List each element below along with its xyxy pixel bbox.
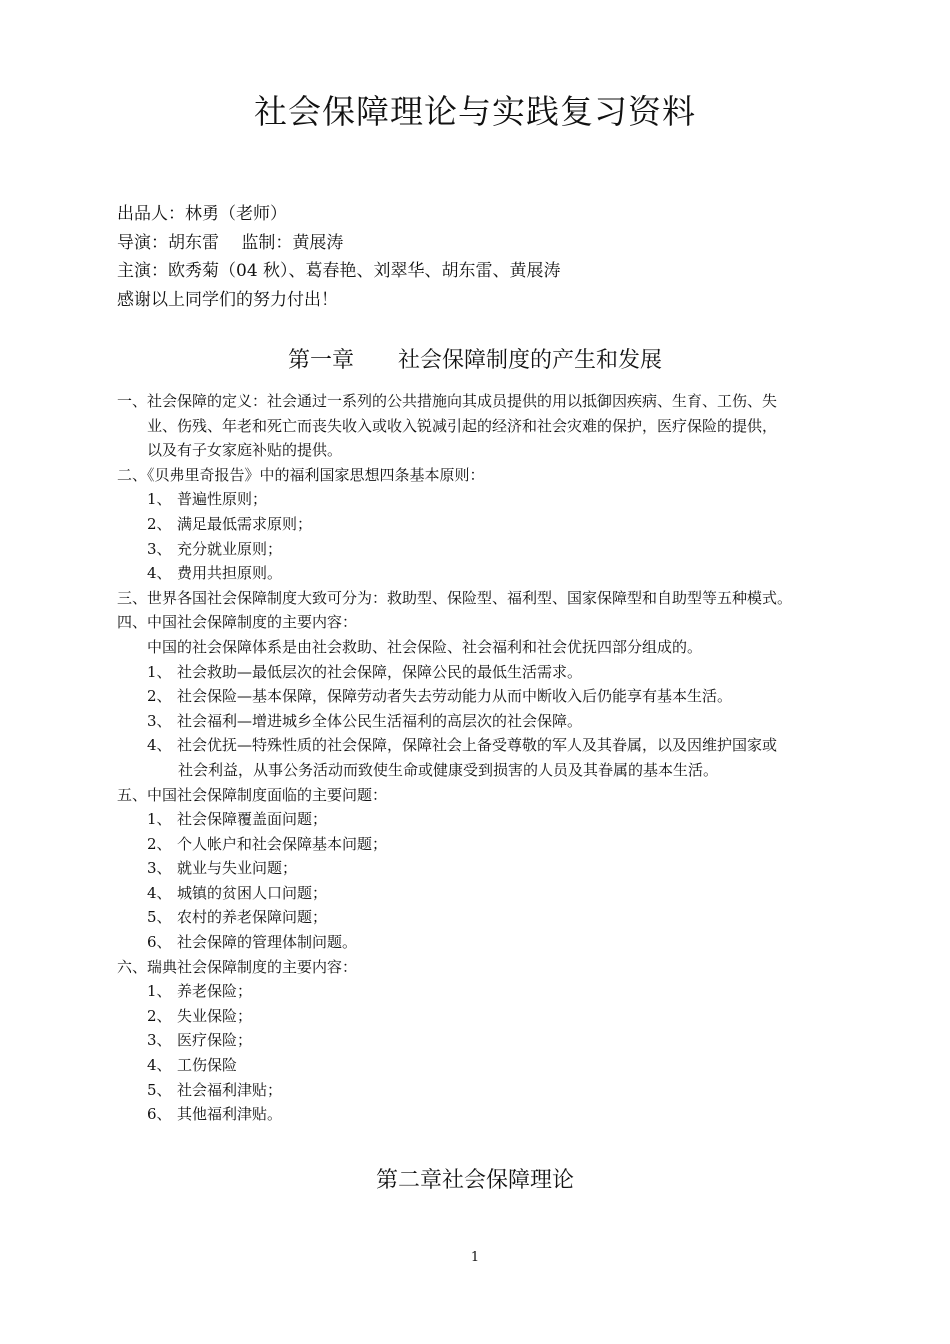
credits-block bbox=[117, 200, 561, 314]
chapter-1-body bbox=[117, 389, 857, 1127]
list-item-number: 1、 bbox=[147, 490, 172, 509]
list-item-number: 1、 bbox=[147, 810, 172, 829]
list-item-text: 养老保险； bbox=[177, 982, 253, 1001]
list-item-number: 2、 bbox=[147, 514, 172, 533]
list-item-number: 1、 bbox=[147, 662, 172, 681]
list-item-text: 社会保障覆盖面问题； bbox=[177, 810, 328, 829]
credits-cast: 主演：欧秀菊（04 秋）、葛春艳、刘翠华、胡东雷、黄展涛 bbox=[117, 261, 561, 281]
document-title: 社会保障理论与实践复习资料 bbox=[254, 92, 696, 131]
list-item bbox=[117, 1053, 857, 1078]
list-item bbox=[117, 1004, 857, 1029]
list-item-number: 6、 bbox=[147, 1105, 172, 1124]
chapter-2-heading: 第二章社会保障理论 bbox=[375, 1168, 574, 1193]
list-item-number: 4、 bbox=[147, 883, 172, 902]
credits-director: 导演：胡东雷 监制：黄展涛 bbox=[117, 232, 344, 253]
list-item-text: 社会福利津贴； bbox=[177, 1080, 283, 1099]
list-item-text: 失业保险； bbox=[177, 1006, 253, 1025]
list-item bbox=[117, 660, 857, 685]
list-item bbox=[117, 684, 857, 709]
list-item bbox=[117, 1102, 857, 1127]
credits-producer: 出品人：林勇（老师） bbox=[117, 204, 287, 224]
list-item bbox=[117, 512, 857, 537]
list-item-text: 社会救助—最低层次的社会保障，保障公民的最低生活需求。 bbox=[177, 662, 583, 681]
list-item-text: 农村的养老保障问题； bbox=[177, 908, 328, 927]
list-item-continuation: 社会利益，从事公务活动而致使生命或健康受到损害的人员及其眷属的基本生活。 bbox=[178, 760, 719, 779]
list-item-text: 其他福利津贴。 bbox=[177, 1105, 283, 1124]
list-item bbox=[117, 561, 857, 586]
list-item bbox=[117, 487, 857, 512]
list-item bbox=[117, 930, 857, 955]
credits-thanks: 感谢以上同学们的努力付出！ bbox=[117, 289, 338, 310]
list-item-text: 城镇的贫困人口问题； bbox=[177, 883, 328, 902]
list-item-number: 6、 bbox=[147, 933, 172, 952]
chapter-1-heading: 第一章 社会保障制度的产生和发展 bbox=[287, 348, 662, 373]
list-item-number: 5、 bbox=[147, 908, 172, 927]
list-item-text: 就业与失业问题； bbox=[177, 859, 298, 878]
section-1-line-3: 以及有子女家庭补贴的提供。 bbox=[147, 441, 343, 460]
list-item-number: 4、 bbox=[147, 564, 172, 583]
list-item-number: 4、 bbox=[147, 736, 172, 755]
list-item bbox=[117, 979, 857, 1004]
list-item-number: 2、 bbox=[147, 1006, 172, 1025]
list-item-text: 工伤保险 bbox=[177, 1056, 238, 1075]
list-item-number: 3、 bbox=[147, 711, 172, 730]
section-3-line: 三、世界各国社会保障制度大致可分为：救助型、保险型、福利型、国家保障型和自助型等五种模式。 bbox=[117, 588, 793, 607]
list-item-number: 3、 bbox=[147, 539, 172, 558]
list-item-number: 5、 bbox=[147, 1080, 172, 1099]
section-1-line-1: 一、社会保障的定义：社会通过一系列的公共措施向其成员提供的用以抵御因疾病、生育、工伤、失 bbox=[117, 392, 778, 410]
list-item-text: 医疗保险； bbox=[177, 1031, 253, 1050]
list-item-number: 2、 bbox=[147, 834, 172, 853]
list-item-text: 普遍性原则； bbox=[177, 490, 268, 509]
list-item bbox=[117, 733, 857, 758]
list-item bbox=[117, 905, 857, 930]
section-5-heading: 五、中国社会保障制度面临的主要问题： bbox=[117, 785, 388, 804]
list-item-text: 个人帐户和社会保障基本问题； bbox=[177, 834, 388, 853]
list-item-text: 满足最低需求原则； bbox=[177, 514, 313, 533]
list-item-number: 3、 bbox=[147, 1031, 172, 1050]
list-item-text: 费用共担原则。 bbox=[177, 564, 283, 583]
list-item-number: 2、 bbox=[147, 687, 172, 706]
section-4-heading: 四、中国社会保障制度的主要内容： bbox=[117, 613, 358, 632]
section-2-heading: 二、《贝弗里奇报告》中的福利国家思想四条基本原则： bbox=[117, 465, 485, 484]
list-item-number: 4、 bbox=[147, 1056, 172, 1075]
list-item bbox=[117, 537, 857, 562]
list-item-text: 社会保障的管理体制问题。 bbox=[177, 933, 358, 952]
list-item bbox=[117, 1078, 857, 1103]
section-4-intro: 中国的社会保障体系是由社会救助、社会保险、社会福利和社会优抚四部分组成的。 bbox=[147, 637, 703, 656]
list-item bbox=[117, 807, 857, 832]
list-item-number: 3、 bbox=[147, 859, 172, 878]
list-item-text: 充分就业原则； bbox=[177, 539, 283, 558]
list-item-number: 1、 bbox=[147, 982, 172, 1001]
list-item bbox=[117, 832, 857, 857]
list-item bbox=[117, 856, 857, 881]
list-item-text: 社会保险—基本保障，保障劳动者失去劳动能力从而中断收入后仍能享有基本生活。 bbox=[177, 687, 733, 706]
list-item-text: 社会优抚—特殊性质的社会保障，保障社会上备受尊敬的军人及其眷属，以及因维护国家或 bbox=[177, 736, 778, 755]
list-item-text: 社会福利—增进城乡全体公民生活福利的高层次的社会保障。 bbox=[177, 711, 583, 730]
section-6-heading: 六、瑞典社会保障制度的主要内容： bbox=[117, 957, 358, 976]
list-item bbox=[117, 1028, 857, 1053]
page-number: 1 bbox=[470, 1250, 480, 1265]
section-1-line-2: 业、伤残、年老和死亡而丧失收入或收入锐减引起的经济和社会灾难的保护，医疗保险的提供， bbox=[147, 416, 778, 435]
list-item bbox=[117, 881, 857, 906]
list-item bbox=[117, 709, 857, 734]
